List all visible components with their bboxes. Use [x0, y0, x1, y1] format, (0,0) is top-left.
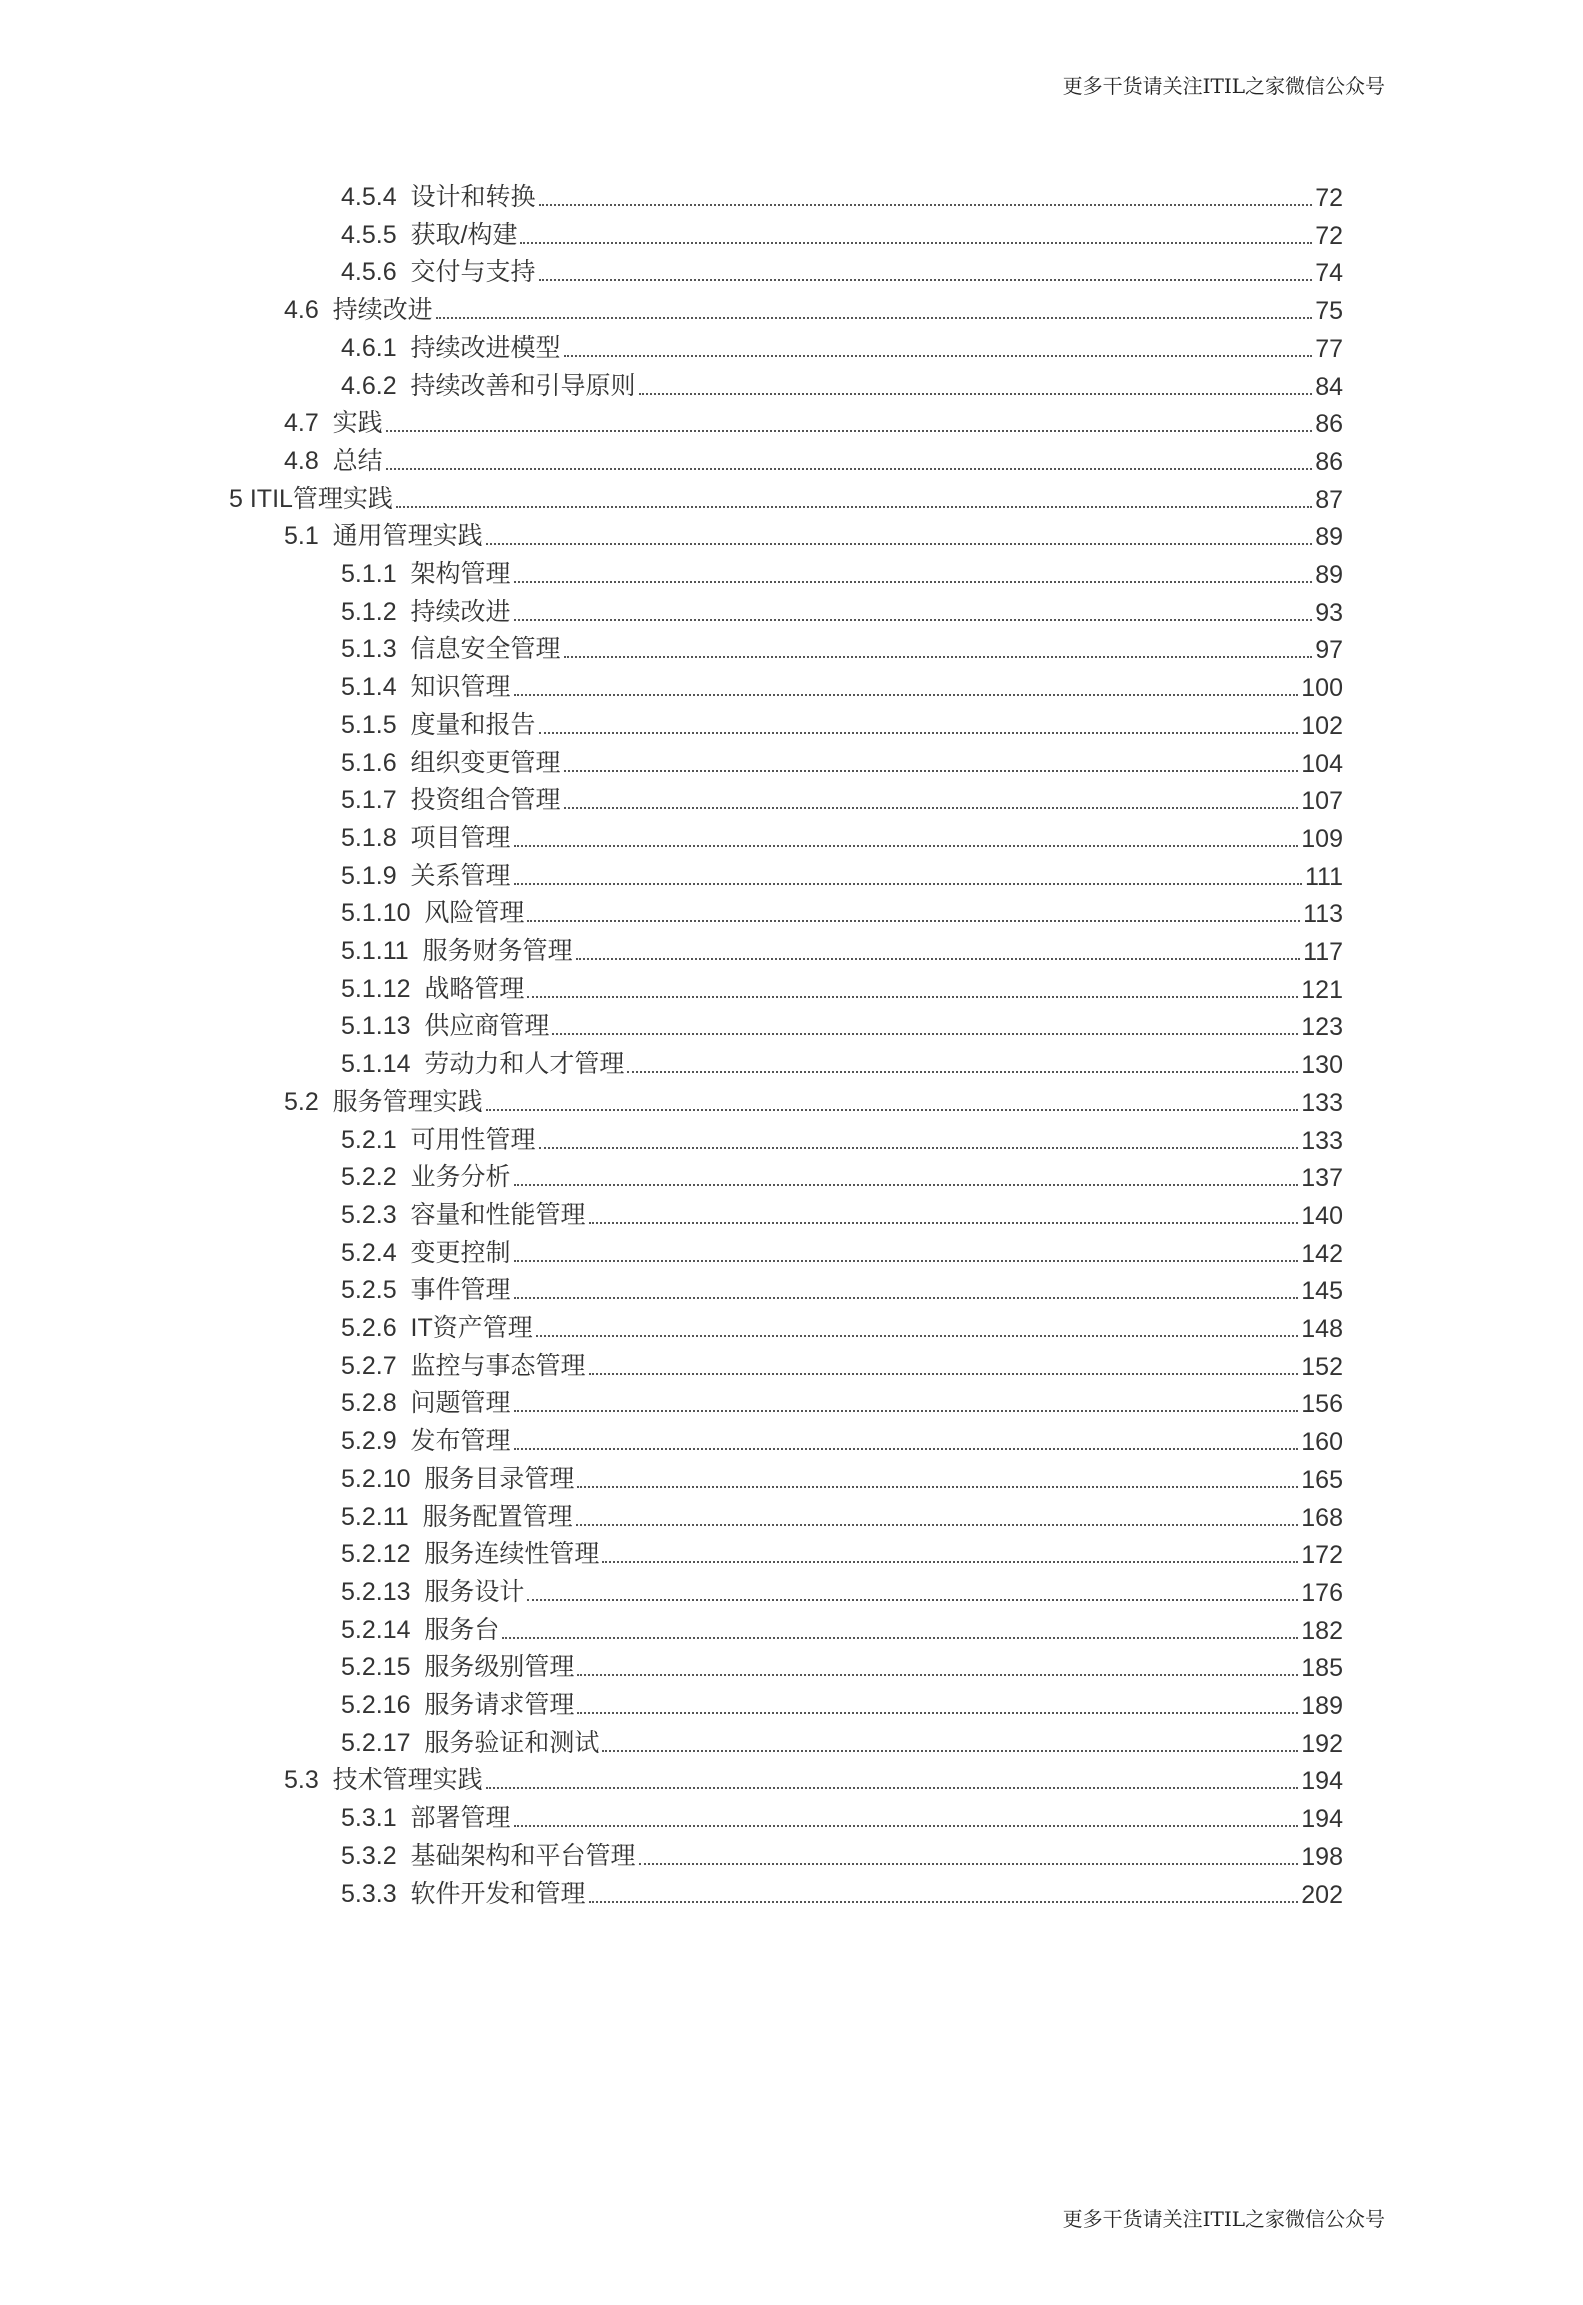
toc-page-number: 194 [1301, 1767, 1343, 1796]
page-footer: 更多干货请关注ITIL之家微信公众号 [1062, 2207, 1385, 2231]
toc-entry-label [341, 1497, 573, 1533]
toc-entry[interactable] [341, 969, 1343, 1005]
dot-leader [627, 1071, 1298, 1073]
toc-entry-title: 基础架构和平台管理 [410, 1841, 636, 1870]
toc-entry-title: 通用管理实践 [332, 522, 483, 551]
toc-entry[interactable] [341, 931, 1343, 967]
toc-entry-title: 可用性管理 [410, 1125, 536, 1154]
toc-entry-title: 服务连续性管理 [424, 1540, 600, 1569]
toc-entry-title: 投资组合管理 [410, 786, 561, 815]
toc-entry-number: 5.2.15 [341, 1653, 411, 1682]
toc-entry-title: 技术管理实践 [332, 1766, 483, 1795]
toc-entry-title: 知识管理 [410, 673, 511, 702]
dot-leader [602, 1750, 1298, 1752]
toc-entry-title: 服务级别管理 [424, 1653, 575, 1682]
toc-page-number: 111 [1304, 862, 1343, 891]
toc-entry[interactable] [284, 290, 1343, 326]
toc-page-number: 176 [1301, 1578, 1343, 1607]
toc-entry[interactable] [341, 1497, 1343, 1533]
toc-entry[interactable] [341, 705, 1343, 741]
toc-entry-label [341, 1610, 499, 1646]
toc-entry-label [284, 1760, 483, 1796]
toc-entry[interactable] [284, 403, 1343, 439]
dot-leader [577, 1674, 1298, 1676]
toc-page-number: 140 [1301, 1201, 1343, 1230]
toc-page-number: 192 [1301, 1729, 1343, 1758]
toc-entry[interactable] [341, 1157, 1343, 1193]
toc-page-number: 182 [1301, 1616, 1343, 1645]
toc-entry[interactable] [341, 554, 1343, 590]
toc-entry[interactable] [341, 1044, 1343, 1080]
toc-entry-number: 5.3.3 [341, 1879, 397, 1908]
dot-leader [564, 355, 1313, 357]
toc-entry-number: 5.2.12 [341, 1540, 411, 1569]
toc-entry-title: 持续改善和引导原则 [410, 371, 636, 400]
toc-entry[interactable] [341, 1233, 1343, 1269]
toc-entry-title: 总结 [332, 446, 383, 475]
toc-entry-label [341, 1308, 533, 1344]
toc-entry-number: 5.3.1 [341, 1804, 397, 1833]
toc-entry[interactable] [341, 1723, 1343, 1759]
toc-page-number: 165 [1301, 1465, 1343, 1494]
toc-entry-number: 5.2.16 [341, 1691, 411, 1719]
toc-entry-label [341, 1421, 511, 1457]
toc-entry-label [284, 403, 383, 439]
toc-entry[interactable] [341, 780, 1343, 816]
toc-page-number: 72 [1315, 221, 1343, 250]
toc-entry-title: 服务台 [424, 1615, 500, 1644]
toc-entry-label [284, 1082, 483, 1118]
dot-leader [589, 1901, 1299, 1903]
toc-entry-number: 5.3.2 [341, 1841, 397, 1870]
toc-entry-number: 4.6.2 [341, 371, 397, 400]
toc-entry-number: 5.1.14 [341, 1050, 411, 1079]
toc-entry-title: 变更控制 [410, 1238, 511, 1267]
toc-entry[interactable] [341, 1421, 1343, 1457]
toc-entry-title: 问题管理 [410, 1389, 511, 1418]
toc-entry-label [341, 1383, 511, 1419]
toc-page-number: 109 [1301, 824, 1343, 853]
toc-entry-label [341, 592, 511, 628]
dot-leader [386, 430, 1313, 432]
toc-entry-number: 4.6 [284, 296, 319, 325]
toc-entry-title: 项目管理 [410, 823, 511, 852]
toc-entry-number: 5.2.7 [341, 1351, 397, 1380]
toc-entry-number: 5.2.9 [341, 1427, 397, 1456]
toc-page-number: 156 [1301, 1390, 1343, 1419]
dot-leader [539, 1147, 1299, 1149]
toc-entry-label [341, 931, 573, 967]
toc-entry-label [341, 252, 536, 288]
dot-leader [436, 317, 1313, 319]
dot-leader [396, 506, 1312, 508]
dot-leader [539, 279, 1313, 281]
toc-page-number: 100 [1301, 674, 1343, 703]
toc-entry-title: 获取/构建 [410, 220, 518, 249]
toc-entry[interactable] [341, 856, 1343, 892]
toc-entry-number: 5.1.3 [341, 635, 397, 664]
toc-entry-title: 战略管理 [424, 974, 525, 1003]
toc-entry-number: 5.1.2 [341, 597, 397, 626]
toc-entry-number: 4.6.1 [341, 333, 397, 362]
dot-leader [514, 883, 1302, 885]
toc-page-number: 117 [1303, 938, 1343, 966]
dot-leader [486, 543, 1313, 545]
dot-leader [527, 996, 1298, 998]
toc-entry[interactable] [341, 1006, 1343, 1042]
dot-leader [589, 1373, 1299, 1375]
toc-entry[interactable] [341, 893, 1343, 929]
toc-entry-title: 劳动力和人才管理 [424, 1050, 625, 1079]
toc-page-number: 74 [1315, 259, 1343, 288]
toc-entry[interactable] [341, 366, 1343, 402]
toc-entry-title: 持续改进模型 [410, 333, 561, 362]
toc-page-number: 185 [1301, 1654, 1343, 1683]
dot-leader [539, 204, 1313, 206]
toc-entry-title: 服务管理实践 [332, 1087, 483, 1116]
toc-entry-title: 信息安全管理 [410, 635, 561, 664]
toc-page-number: 77 [1315, 334, 1343, 363]
toc-entry-label [341, 856, 511, 892]
toc-page-number: 137 [1301, 1164, 1343, 1193]
toc-page-number: 89 [1315, 523, 1343, 552]
toc-entry-title: 持续改进 [410, 597, 511, 626]
dot-leader [589, 1222, 1299, 1224]
toc-entry-title: 服务验证和测试 [424, 1728, 600, 1757]
toc-entry[interactable] [341, 1120, 1343, 1156]
toc-entry-title: 关系管理 [410, 861, 511, 890]
toc-entry-number: 5.2.13 [341, 1577, 411, 1606]
toc-entry-label [341, 629, 561, 665]
dot-leader [514, 1448, 1299, 1450]
dot-leader [577, 1712, 1298, 1714]
toc-entry-label [341, 1120, 536, 1156]
dot-leader [514, 1297, 1299, 1299]
dot-leader [514, 581, 1313, 583]
toc-entry-label [341, 969, 524, 1005]
toc-entry-number: 5.2.10 [341, 1464, 411, 1493]
toc-entry-label [341, 328, 561, 364]
toc-entry-title: 服务配置管理 [422, 1502, 573, 1531]
toc-page-number: 97 [1315, 636, 1343, 665]
toc-entry[interactable] [341, 1610, 1343, 1646]
toc-entry-label [341, 1157, 511, 1193]
toc-entry[interactable] [341, 215, 1343, 251]
toc-entry-label [341, 1534, 599, 1570]
toc-entry-title: 架构管理 [410, 560, 511, 588]
toc-entry-title: 交付与支持 [410, 258, 536, 287]
toc-entry[interactable] [341, 252, 1343, 288]
toc-entry-number: 5.2.1 [341, 1125, 397, 1154]
dot-leader [514, 845, 1299, 847]
toc-page-number: 104 [1301, 749, 1343, 778]
toc-page-number: 113 [1303, 900, 1343, 929]
toc-entry[interactable] [341, 1685, 1343, 1721]
dot-leader [602, 1561, 1298, 1563]
dot-leader [564, 656, 1313, 658]
toc-page-number: 72 [1315, 184, 1343, 212]
dot-leader [564, 770, 1299, 772]
toc-page-number: 142 [1301, 1239, 1343, 1268]
toc-entry-number: 4.5.6 [341, 258, 397, 287]
toc-entry[interactable] [341, 1572, 1343, 1608]
toc-entry[interactable] [341, 1195, 1343, 1231]
toc-entry-label [341, 177, 536, 213]
toc-page-number: 145 [1301, 1277, 1343, 1306]
toc-entry-label [341, 1270, 511, 1306]
toc-entry-label [341, 1723, 599, 1759]
toc-entry-title: 部署管理 [410, 1804, 511, 1833]
toc-entry[interactable] [341, 1270, 1343, 1306]
toc-entry[interactable] [284, 516, 1343, 552]
toc-entry[interactable] [284, 1082, 1343, 1118]
toc-entry[interactable] [341, 667, 1343, 703]
toc-entry-label [284, 441, 383, 477]
toc-entry-number: 5.2.11 [341, 1502, 409, 1531]
toc-entry-number: 5.2 [284, 1087, 319, 1116]
toc-entry-number: 5.3 [284, 1766, 319, 1795]
toc-entry-label [341, 667, 511, 703]
toc-entry-number: 5.2.5 [341, 1276, 397, 1305]
toc-entry[interactable] [341, 592, 1343, 628]
dot-leader [386, 468, 1313, 470]
toc-entry-number: 5.1.8 [341, 823, 397, 852]
toc-entry-title: 设计和转换 [410, 183, 536, 211]
toc-entry-number: 4.7 [284, 409, 319, 438]
toc-entry[interactable] [341, 1346, 1343, 1382]
toc-page-number: 152 [1301, 1352, 1343, 1381]
toc-entry-number: 5.1.6 [341, 748, 397, 777]
toc-page-number: 102 [1301, 711, 1343, 740]
toc-page-number: 160 [1301, 1428, 1343, 1457]
toc-entry[interactable] [341, 1836, 1343, 1872]
toc-entry-number: 4.5.4 [341, 183, 397, 211]
dot-leader [502, 1637, 1298, 1639]
toc-page-number: 121 [1301, 975, 1343, 1004]
toc-page-number: 168 [1301, 1503, 1343, 1532]
dot-leader [577, 1486, 1298, 1488]
toc-page-number: 133 [1301, 1088, 1343, 1117]
toc-entry-number: 4.5.5 [341, 220, 397, 249]
dot-leader [576, 1524, 1299, 1526]
dot-leader [536, 1335, 1299, 1337]
toc-entry-label [341, 1874, 586, 1910]
toc-entry-title: 供应商管理 [424, 1012, 550, 1041]
toc-entry[interactable] [341, 1308, 1343, 1344]
toc-entry-label [341, 780, 561, 816]
toc-page-number: 86 [1315, 447, 1343, 476]
toc-entry[interactable] [341, 328, 1343, 364]
toc-entry-number: 5.1.4 [341, 673, 397, 702]
dot-leader [564, 807, 1299, 809]
toc-entry-number: 4.8 [284, 446, 319, 475]
toc-entry[interactable] [284, 1760, 1343, 1796]
toc-entry[interactable] [341, 629, 1343, 665]
toc-page-number: 93 [1315, 598, 1343, 627]
toc-entry[interactable] [341, 1874, 1343, 1910]
toc-page-number: 198 [1301, 1842, 1343, 1871]
toc-entry[interactable] [341, 177, 1343, 213]
toc-page-number: 75 [1315, 297, 1343, 326]
toc-entry-number: 5.2.17 [341, 1728, 411, 1757]
toc-entry-label [341, 1459, 574, 1495]
toc-entry-title: 业务分析 [410, 1163, 511, 1192]
toc-entry-title: 持续改进 [332, 296, 433, 325]
toc-entry-number: 5.1.10 [341, 899, 411, 928]
toc-entry-title: 软件开发和管理 [410, 1879, 586, 1908]
toc-entry-number: 5.1.7 [341, 786, 397, 815]
toc-page-number: 148 [1301, 1315, 1343, 1343]
toc-entry-label [341, 1798, 511, 1834]
toc-entry-title: 组织变更管理 [410, 748, 561, 777]
toc-entry-number: 5 [229, 484, 243, 513]
toc-page-number: 107 [1301, 787, 1343, 816]
toc-entry-label [341, 1572, 524, 1608]
dot-leader [527, 920, 1300, 922]
toc-page-number: 86 [1315, 410, 1343, 439]
toc-entry[interactable] [284, 441, 1343, 477]
toc-entry-label [284, 290, 433, 326]
toc-entry-label [341, 705, 536, 741]
toc-entry-label [341, 1006, 549, 1042]
toc-entry-number: 5.1.13 [341, 1012, 411, 1041]
toc-entry[interactable] [341, 1459, 1343, 1495]
toc-page-number: 133 [1301, 1126, 1343, 1155]
dot-leader [639, 1863, 1299, 1865]
toc-page-number: 87 [1315, 485, 1343, 514]
toc-entry[interactable] [341, 1534, 1343, 1570]
toc-entry-title: 事件管理 [410, 1276, 511, 1305]
dot-leader [576, 958, 1301, 960]
toc-page-number: 84 [1315, 372, 1343, 401]
page-header: 更多干货请关注ITIL之家微信公众号 [1062, 74, 1385, 98]
dot-leader [552, 1033, 1298, 1035]
toc-entry-title: 监控与事态管理 [410, 1351, 586, 1380]
toc-page-number: 172 [1301, 1541, 1343, 1570]
toc-entry-label [341, 1233, 511, 1269]
dot-leader [514, 1410, 1299, 1412]
toc-entry-title: 服务设计 [424, 1577, 525, 1606]
toc-entry-number: 5.2.14 [341, 1615, 411, 1644]
toc-entry-number: 5.2.3 [341, 1200, 397, 1229]
toc-entry-title: 实践 [332, 409, 383, 438]
toc-entry-label [341, 215, 517, 251]
dot-leader [639, 393, 1313, 395]
dot-leader [520, 242, 1312, 244]
toc-entry[interactable] [341, 1647, 1343, 1683]
toc-entry-label [341, 1647, 574, 1683]
toc-entry-label [341, 1195, 586, 1231]
toc-entry-number: 5.1.5 [341, 710, 397, 739]
toc-entry-label [341, 1685, 574, 1721]
toc-entry[interactable] [341, 818, 1343, 854]
toc-entry-title: 服务请求管理 [424, 1691, 575, 1719]
toc-entry-title: 度量和报告 [410, 710, 536, 739]
toc-entry-number: 5.1.1 [341, 560, 397, 588]
toc-entry[interactable] [341, 1798, 1343, 1834]
toc-entry-label [341, 743, 561, 779]
toc-entry-title: IT资产管理 [410, 1314, 533, 1342]
toc-entry-label [284, 516, 483, 552]
toc-entry-label [341, 818, 511, 854]
toc-page-number: 202 [1301, 1880, 1343, 1909]
toc-entry-number: 5.2.8 [341, 1389, 397, 1418]
toc-entry[interactable] [229, 479, 1343, 515]
toc-entry-label [341, 893, 524, 929]
toc-entry-number: 5.2.2 [341, 1163, 397, 1192]
toc-entry-title: 服务目录管理 [424, 1464, 575, 1493]
toc-entry-label [341, 1836, 636, 1872]
toc-entry-label [229, 479, 393, 515]
toc-page-number: 130 [1301, 1051, 1343, 1080]
toc-entry-label [341, 554, 511, 590]
toc-entry-number: 5.1 [284, 522, 319, 551]
toc-page-number: 89 [1315, 561, 1343, 589]
dot-leader [514, 694, 1299, 696]
toc-entry-number: 5.1.11 [341, 937, 409, 965]
toc-page-number: 123 [1301, 1013, 1343, 1042]
dot-leader [527, 1599, 1298, 1601]
toc-entry-title: 发布管理 [410, 1427, 511, 1456]
toc-entry-number: 5.1.9 [341, 861, 397, 890]
dot-leader [539, 732, 1299, 734]
toc-page-number: 189 [1301, 1692, 1343, 1720]
toc-page-number: 194 [1301, 1805, 1343, 1834]
toc-entry-label [341, 1044, 624, 1080]
toc-entry-title: ITIL管理实践 [249, 484, 393, 513]
toc-entry-label [341, 1346, 586, 1382]
toc-entry[interactable] [341, 743, 1343, 779]
toc-entry-number: 5.2.4 [341, 1238, 397, 1267]
dot-leader [514, 1184, 1299, 1186]
toc-entry-title: 风险管理 [424, 899, 525, 928]
dot-leader [514, 1825, 1299, 1827]
toc-entry-title: 容量和性能管理 [410, 1200, 586, 1229]
dot-leader [486, 1787, 1299, 1789]
toc-entry-label [341, 366, 636, 402]
dot-leader [514, 1260, 1299, 1262]
toc-entry-title: 服务财务管理 [422, 937, 573, 965]
toc-entry-number: 5.1.12 [341, 974, 411, 1003]
dot-leader [486, 1109, 1299, 1111]
toc-entry-number: 5.2.6 [341, 1314, 397, 1342]
dot-leader [514, 619, 1313, 621]
toc-entry[interactable] [341, 1383, 1343, 1419]
